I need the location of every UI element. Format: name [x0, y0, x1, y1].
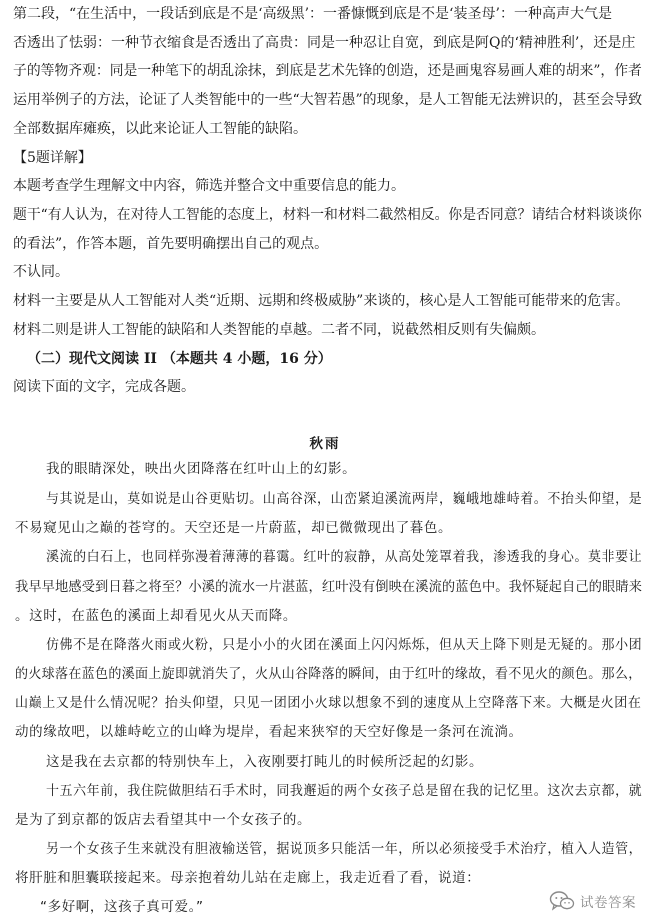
story-line: 的火球落在蓝色的溪面上旋即就消失了，火从山谷降落的瞬间，由于红叶的缘故，看不见火的颜色。那么，: [15, 666, 642, 682]
story-line: 十五六年前，我住院做胆结石手术时，同我邂逅的两个女孩子总是留在我的记忆里。这次去京都，就: [46, 783, 643, 799]
q5-line: 材料一主要是从人工智能对人类“近期、远期和终极威胁”来谈的，核心是人工智能可能带来的危害。: [13, 293, 630, 309]
story-line: 是为了到京都的饭店去看望其中一个女孩子的。: [15, 812, 312, 828]
analysis-line: 全部数据库瘫痪，以此来论证人工智能的缺陷。: [13, 121, 307, 137]
story-line: 。这时，在蓝色的溪面上却看见火从天而降。: [15, 608, 297, 624]
story-line: 不易窥见山之巅的苍穹的。天空还是一片蔚蓝，却已微微现出了暮色。: [15, 520, 453, 536]
q5-line: 本题考查学生理解文中内容，筛选并整合文中重要信息的能力。: [13, 178, 405, 194]
story-line: 与其说是山，莫如说是山谷更贴切。山高谷深，山峦紧迫溪流两岸，巍峨地雄峙着。不抬头仰望，是: [46, 491, 643, 507]
story-line: 我早早地感受到日暮之将至？小溪的流水一片湛蓝，红叶没有倒映在溪流的蓝色中。我怀疑起自己的眼睛来: [15, 579, 643, 595]
story-line: 仿佛不是在降落火雨或火粉，只是小小的火团在溪面上闪闪烁烁，但从天上降下则是无疑的。那小团: [46, 637, 643, 653]
story-line: 将肝脏和胆囊联接起来。母亲抱着幼儿站在走廊上，我走近看了看，说道：: [15, 870, 481, 886]
section-heading: （二）现代文阅读 II （本题共 4 小题，16 分）: [27, 351, 332, 367]
q5-line: 材料二则是讲人工智能的缺陷和人类智能的卓越。二者不同，说截然相反则有失偏颇。: [13, 322, 545, 338]
q5-heading: 【5题详解】: [13, 150, 92, 166]
q5-line: 的看法”，作答本题，首先要明确摆出自己的观点。: [13, 236, 329, 252]
section-instruction: 阅读下面的文字，完成各题。: [13, 379, 195, 395]
story-line: 山巅上又是什么情况呢？抬头仰望，只见一团团小火球以想象不到的速度从上空降落下来。大概是火团在: [15, 695, 642, 711]
story-line: “多好啊，这孩子真可爱。”: [40, 899, 204, 915]
q5-line: 不认同。: [13, 264, 69, 280]
watermark: [549, 890, 636, 912]
story-line: 溪流的白石上，也同样弥漫着薄薄的暮霭。红叶的寂静，从高处笼罩着我，渗透我的身心。莫非要让: [46, 549, 643, 565]
analysis-line: 子的等物齐观：同是一种笔下的胡乱涂抹，到底是艺术先锋的创造，还是画鬼容易画人难的胡来”，作者: [13, 63, 642, 79]
story-line: 另一个女孩子生来就没有胆液输送管，据说顶多只能活一年，所以必须接受手术治疗，植入人造管，: [46, 841, 643, 857]
story-title: 秋雨: [309, 436, 341, 452]
wechat-icon: [549, 890, 575, 912]
q5-line: 题干“有人认为，在对待人工智能的态度上，材料一和材料二截然相反。你是否同意？请结合材料谈谈你: [13, 207, 642, 223]
analysis-line: 否透出了怯弱：一种节衣缩食是否透出了高贵：同是一种忍让自宽，到底是阿Q的‘精神胜利’，还是庄: [13, 35, 636, 51]
story-line: 这是我在去京都的特别快车上，入夜刚要打盹儿的时候所泛起的幻影。: [46, 754, 484, 770]
analysis-line: 运用举例子的方法，论证了人类智能中的一些“大智若愚”的现象，是人工智能无法辨识的，甚至会导致: [13, 92, 643, 108]
watermark-text: 试卷答案: [580, 895, 636, 911]
analysis-line: 第二段，“在生活中，一段话到底是不是‘高级黑’：一番慷慨到底是不是‘装圣母’：一种高声大气是: [13, 6, 612, 22]
story-line: 我的眼睛深处，映出火团降落在红叶山上的幻影。: [46, 461, 357, 477]
story-line: 动的缘故吧，以雄峙屹立的山峰为堤岸，看起来狭窄的天空好像是一条河在流淌。: [15, 724, 523, 740]
